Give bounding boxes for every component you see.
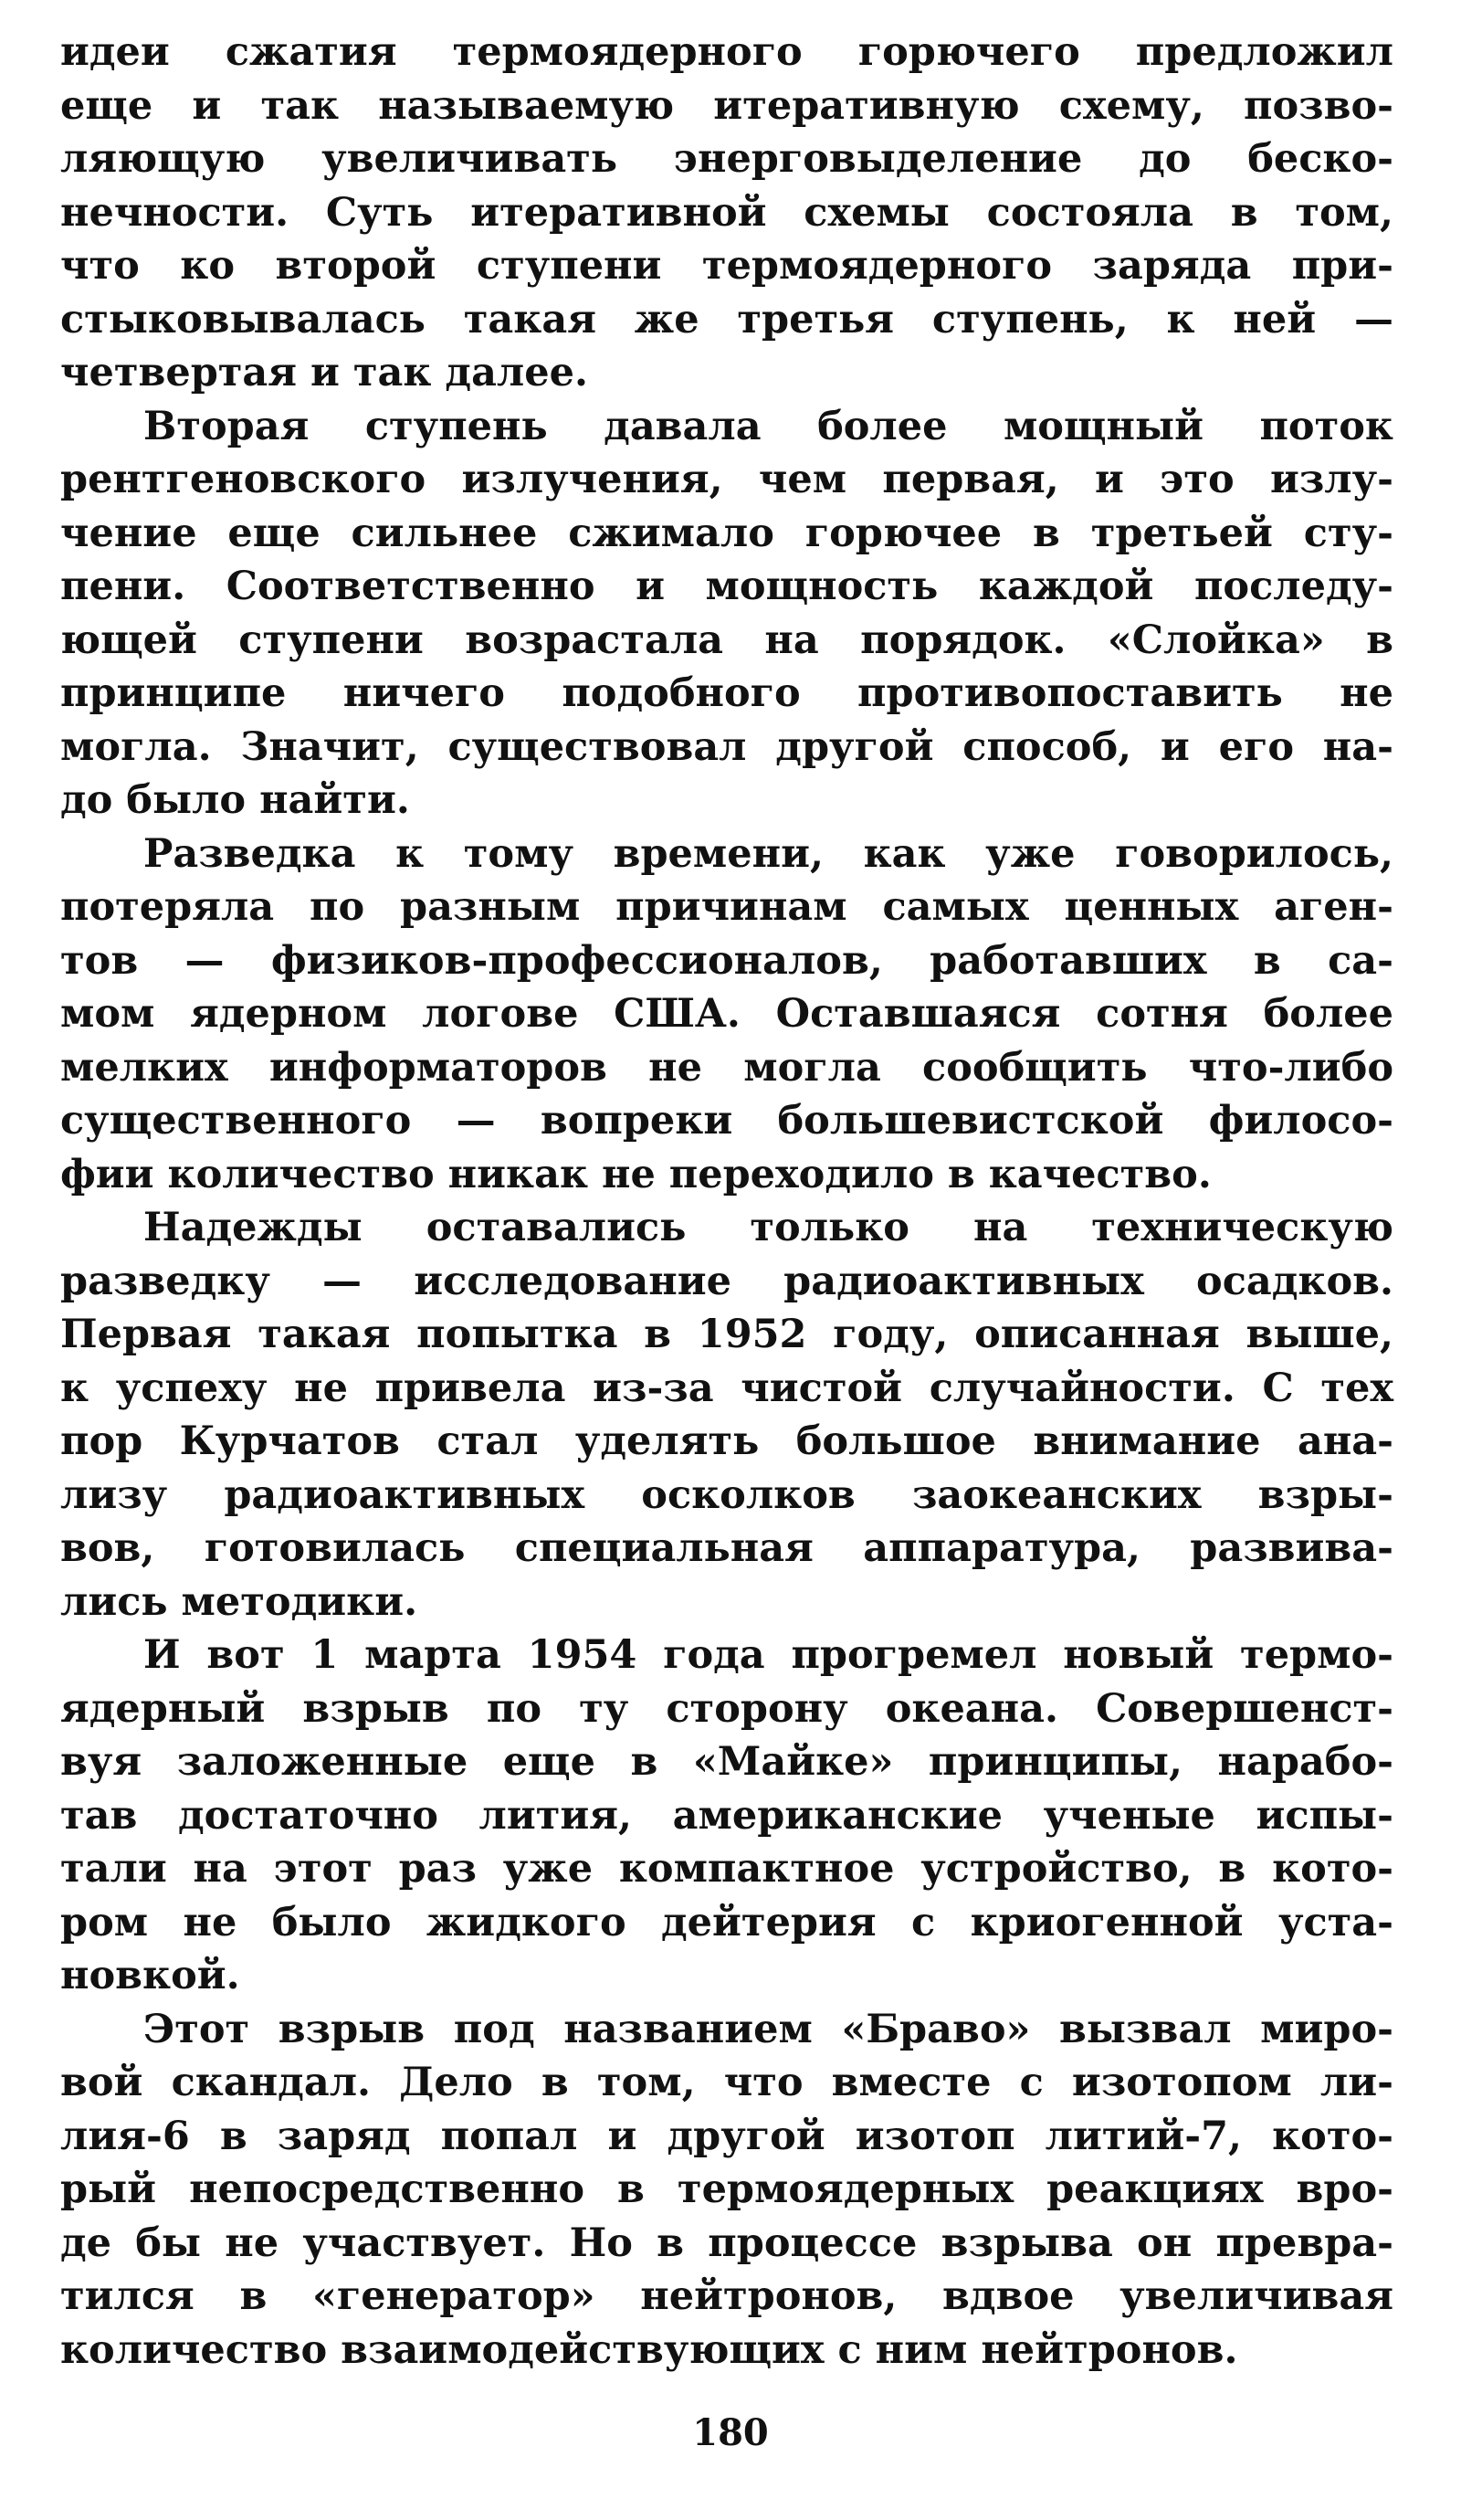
text-line: новкой. — [60, 1953, 240, 1998]
text-line: пор Курчатов стал уделять большое внимание ана- — [60, 1418, 1393, 1464]
text-line: еще и так называемую итеративную схему, позво- — [60, 82, 1393, 129]
text-line: к успеху не привела из-за чистой случайности. С тех — [60, 1365, 1393, 1411]
text-line: вой скандал. Дело в том, что вместе с изотопом ли- — [60, 2060, 1393, 2105]
text-line: потеряла по разным причинам самых ценных аген- — [60, 884, 1393, 930]
text-line: принципе ничего подобного противопоставить не — [60, 670, 1393, 716]
text-line: вуя заложенные еще в «Майке» принципы, нарабо- — [60, 1739, 1393, 1785]
text-line: де бы не участвует. Но в процессе взрыва он превра- — [60, 2219, 1393, 2266]
text-line: Надежды оставались только на техническую — [143, 1205, 1393, 1250]
text-line: ющей ступени возрастала на порядок. «Слойка» в — [60, 617, 1393, 663]
text-line: рентгеновского излучения, чем первая, и это излу- — [60, 457, 1393, 502]
text-line: количество взаимодействующих с ним нейтронов. — [60, 2326, 1238, 2373]
text-line: лись методики. — [60, 1578, 418, 1625]
text-line: ляющую увеличивать энерговыделение до беско- — [60, 136, 1393, 182]
text-line: фии количество никак не переходило в качество. — [60, 1151, 1212, 1197]
text-line: существенного — вопреки большевистской филосо- — [60, 1098, 1393, 1144]
text-line: тав достаточно лития, американские ученые испы- — [60, 1792, 1393, 1839]
text-line: вов, готовилась специальная аппаратура, развива- — [60, 1525, 1393, 1571]
text-line: И вот 1 марта 1954 года прогремел новый термо- — [143, 1632, 1393, 1678]
text-line: тов — физиков-профессионалов, работавших в са- — [60, 937, 1393, 984]
text-line: ром не было жидкого дейтерия с криогенной уста- — [60, 1899, 1393, 1945]
text-line: Первая такая попытка в 1952 году, описанная выше, — [60, 1312, 1393, 1357]
text-line: лизу радиоактивных осколков заокеанских взры- — [60, 1471, 1393, 1518]
text-line: пени. Соответственно и мощность каждой последу- — [60, 564, 1393, 609]
text-line: стыковывалась такая же третья ступень, к ней — — [60, 296, 1393, 343]
text-line: могла. Значит, существовал другой способ, и его на- — [60, 723, 1393, 770]
text-line: до было найти. — [60, 777, 410, 823]
text-line: лия-6 в заряд попал и другой изотоп литий-7, кото- — [60, 2113, 1393, 2159]
text-line: рый непосредственно в термоядерных реакциях вро- — [60, 2167, 1393, 2212]
text-line: Этот взрыв под названием «Браво» вызвал миро- — [143, 2006, 1393, 2052]
text-line: чение еще сильнее сжимало горючее в третьей сту- — [60, 510, 1393, 556]
text-line: идеи сжатия термоядерного горючего предложил — [60, 29, 1393, 75]
text-line: тали на этот раз уже компактное устройство, в кото- — [60, 1846, 1393, 1892]
text-line: что ко второй ступени термоядерного заряда при- — [60, 243, 1393, 289]
text-line: ядерный взрыв по ту сторону океана. Совершенст- — [60, 1685, 1393, 1732]
text-line: Вторая ступень давала более мощный поток — [143, 403, 1393, 449]
text-line: Разведка к тому времени, как уже говорилось, — [143, 830, 1393, 877]
text-line: разведку — исследование радиоактивных осадков. — [60, 1258, 1393, 1304]
text-line: мелких информаторов не могла сообщить что-либо — [60, 1044, 1393, 1091]
text-line: тился в «генератор» нейтронов, вдвое увеличивая — [60, 2273, 1393, 2319]
text-line: нечности. Суть итеративной схемы состояла в том, — [60, 189, 1393, 236]
page-number: 180 — [692, 2411, 769, 2454]
page-body — [60, 26, 1393, 2377]
text-line: четвертая и так далее. — [60, 350, 588, 395]
text-line: мом ядерном логове США. Оставшаяся сотня более — [60, 991, 1393, 1037]
